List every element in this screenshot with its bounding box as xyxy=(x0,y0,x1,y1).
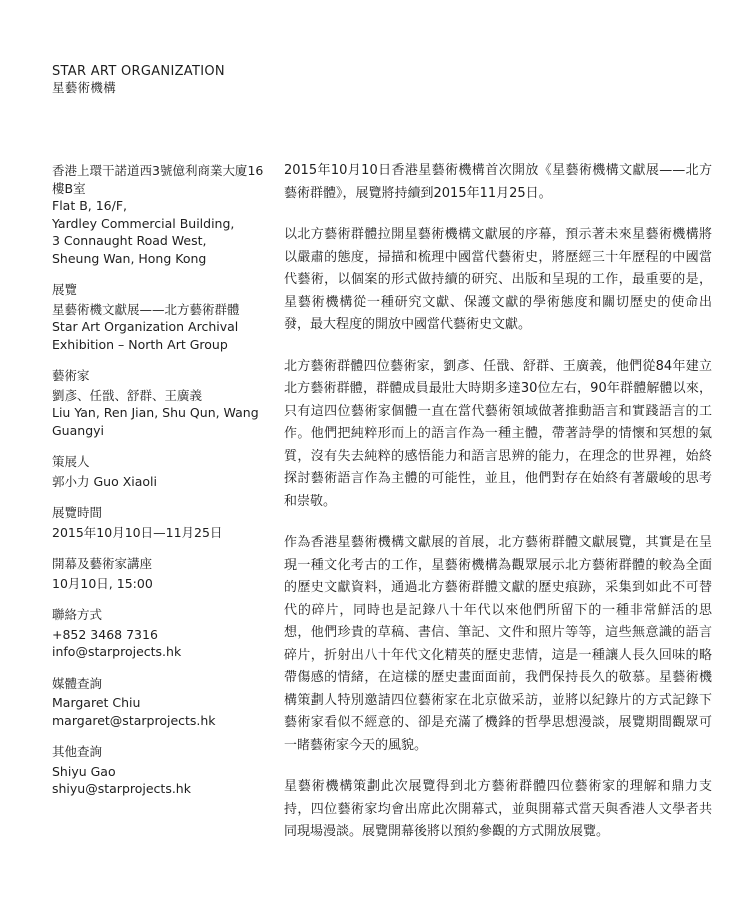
contact-block xyxy=(52,606,272,661)
dates-value: 2015年10月10日—11月25日 xyxy=(52,524,223,540)
artists-en: Liu Yan, Ren Jian, Shu Qun, Wang Guangyi xyxy=(52,405,259,438)
address-en-line: Yardley Commercial Building, xyxy=(52,215,235,231)
info-column xyxy=(52,162,272,812)
media-block xyxy=(52,675,272,730)
contact-email[interactable]: info@starprojects.hk xyxy=(52,644,182,659)
opening-value: 10月10日, 15:00 xyxy=(52,575,153,591)
curator-label: 策展人 xyxy=(52,454,90,469)
organization-name-en: STAR ART ORGANIZATION xyxy=(52,64,225,79)
curator-name: 郭小力 Guo Xiaoli xyxy=(52,473,157,489)
opening-block xyxy=(52,555,272,592)
artists-label: 藝術家 xyxy=(52,368,90,383)
dates-label: 展覽時間 xyxy=(52,505,103,520)
body-text xyxy=(284,160,712,863)
organization-name-zh: 星藝術機構 xyxy=(52,80,117,95)
media-contact-email[interactable]: margaret@starprojects.hk xyxy=(52,712,216,728)
opening-label: 開幕及藝術家講座 xyxy=(52,556,153,571)
exhibition-block xyxy=(52,281,272,353)
other-label: 其他查詢 xyxy=(52,744,103,759)
contact-phone: +852 3468 7316 xyxy=(52,626,158,642)
body-paragraph: 星藝術機構策劃此次展覽得到北方藝術群體四位藝術家的理解和鼎力支持，四位藝術家均會出席此次開幕式，並與開幕式當天與香港人文學者共同現場漫談。展覽開幕後將以預約參觀的方式開放展覽。 xyxy=(284,779,712,839)
exhibition-title-en: Star Art Organization Archival Exhibition – North Art Group xyxy=(52,319,239,352)
address-zh: 香港上環干諾道西3號億利商業大廈16樓B室 xyxy=(52,163,264,196)
address-en-line: Sheung Wan, Hong Kong xyxy=(52,250,207,266)
body-paragraph: 以北方藝術群體拉開星藝術機構文獻展的序幕，預示著未來星藝術機構將以嚴肅的態度，掃描和梳理中國當代藝術史，將歷經三十年歷程的中國當代藝術，以個案的形式做持續的研究、出版和呈現的工作，最重要的是，星藝術機構從一種研究文獻、保護文獻的學術態度和關切歷史的使命出發，最大程度的開放中國當代藝術史文獻。 xyxy=(284,227,712,332)
contact-label: 聯絡方式 xyxy=(52,607,103,622)
curator-block xyxy=(52,453,272,490)
other-block xyxy=(52,743,272,798)
media-label: 媒體查詢 xyxy=(52,675,103,691)
body-paragraph: 作為香港星藝術機構文獻展的首展，北方藝術群體文獻展覽，其實是在呈現一種文化考古的工作，星藝術機構為觀眾展示北方藝術群體的較為全面的歷史文獻資料，通過北方藝術群體文獻的歷史痕跡，采集到如此不可替代的碎片，同時也是記錄八十年代以來他們所留下的一種非常鮮活的思想，他們珍貴的草稿、書信、筆記、文件和照片等等，這些無意識的語言碎片，折射出八十年代文化精英的歷史悲情，這是一種讓人長久回味的略帶傷感的情緒，在這樣的歷史畫面面前，我們保持長久的敬慕。星藝術機構策劃人特別邀請四位藝術家在北京做采訪，並將以紀錄片的方式記錄下藝術家看似不經意的、卻是充滿了機鋒的哲學思想漫談，展覽期間觀眾可一睹藝術家今天的風貌。 xyxy=(284,535,712,753)
exhibition-title-zh: 星藝術機文獻展——北方藝術群體 xyxy=(52,301,240,317)
address-en-line: Flat B, 16/F, xyxy=(52,198,127,213)
artists-zh: 劉彥、任戩、舒群、王廣義 xyxy=(52,387,203,403)
exhibition-label: 展覽 xyxy=(52,282,78,297)
body-paragraph: 北方藝術群體四位藝術家，劉彥、任戩、舒群、王廣義，他們從84年建立北方藝術群體，群體成員最壯大時期多達30位左右，90年群體解體以來，只有這四位藝術家個體一直在當代藝術領域做著推動語言和實踐語言的工作。他們把純粹形而上的語言作為一種主體，帶著詩學的情懷和冥想的氣質，沒有失去純粹的感悟能力和語言思辨的能力，在理念的世界裡，始終探討藝術語言作為主體的可能性，並且，他們對存在始終有著嚴峻的思考和崇敬。 xyxy=(284,358,712,509)
address-block xyxy=(52,162,272,267)
media-contact-name: Margaret Chiu xyxy=(52,695,141,710)
page-header xyxy=(52,64,225,96)
other-contact-name: Shiyu Gao xyxy=(52,763,116,779)
body-paragraph: 2015年10月10日香港星藝術機構首次開放《星藝術機構文獻展——北方藝術群體》，展覽將持續到2015年11月25日。 xyxy=(284,163,712,201)
other-contact-email[interactable]: shiyu@starprojects.hk xyxy=(52,781,191,796)
dates-block xyxy=(52,504,272,541)
artists-block xyxy=(52,367,272,439)
address-en-line: 3 Connaught Road West, xyxy=(52,233,207,248)
